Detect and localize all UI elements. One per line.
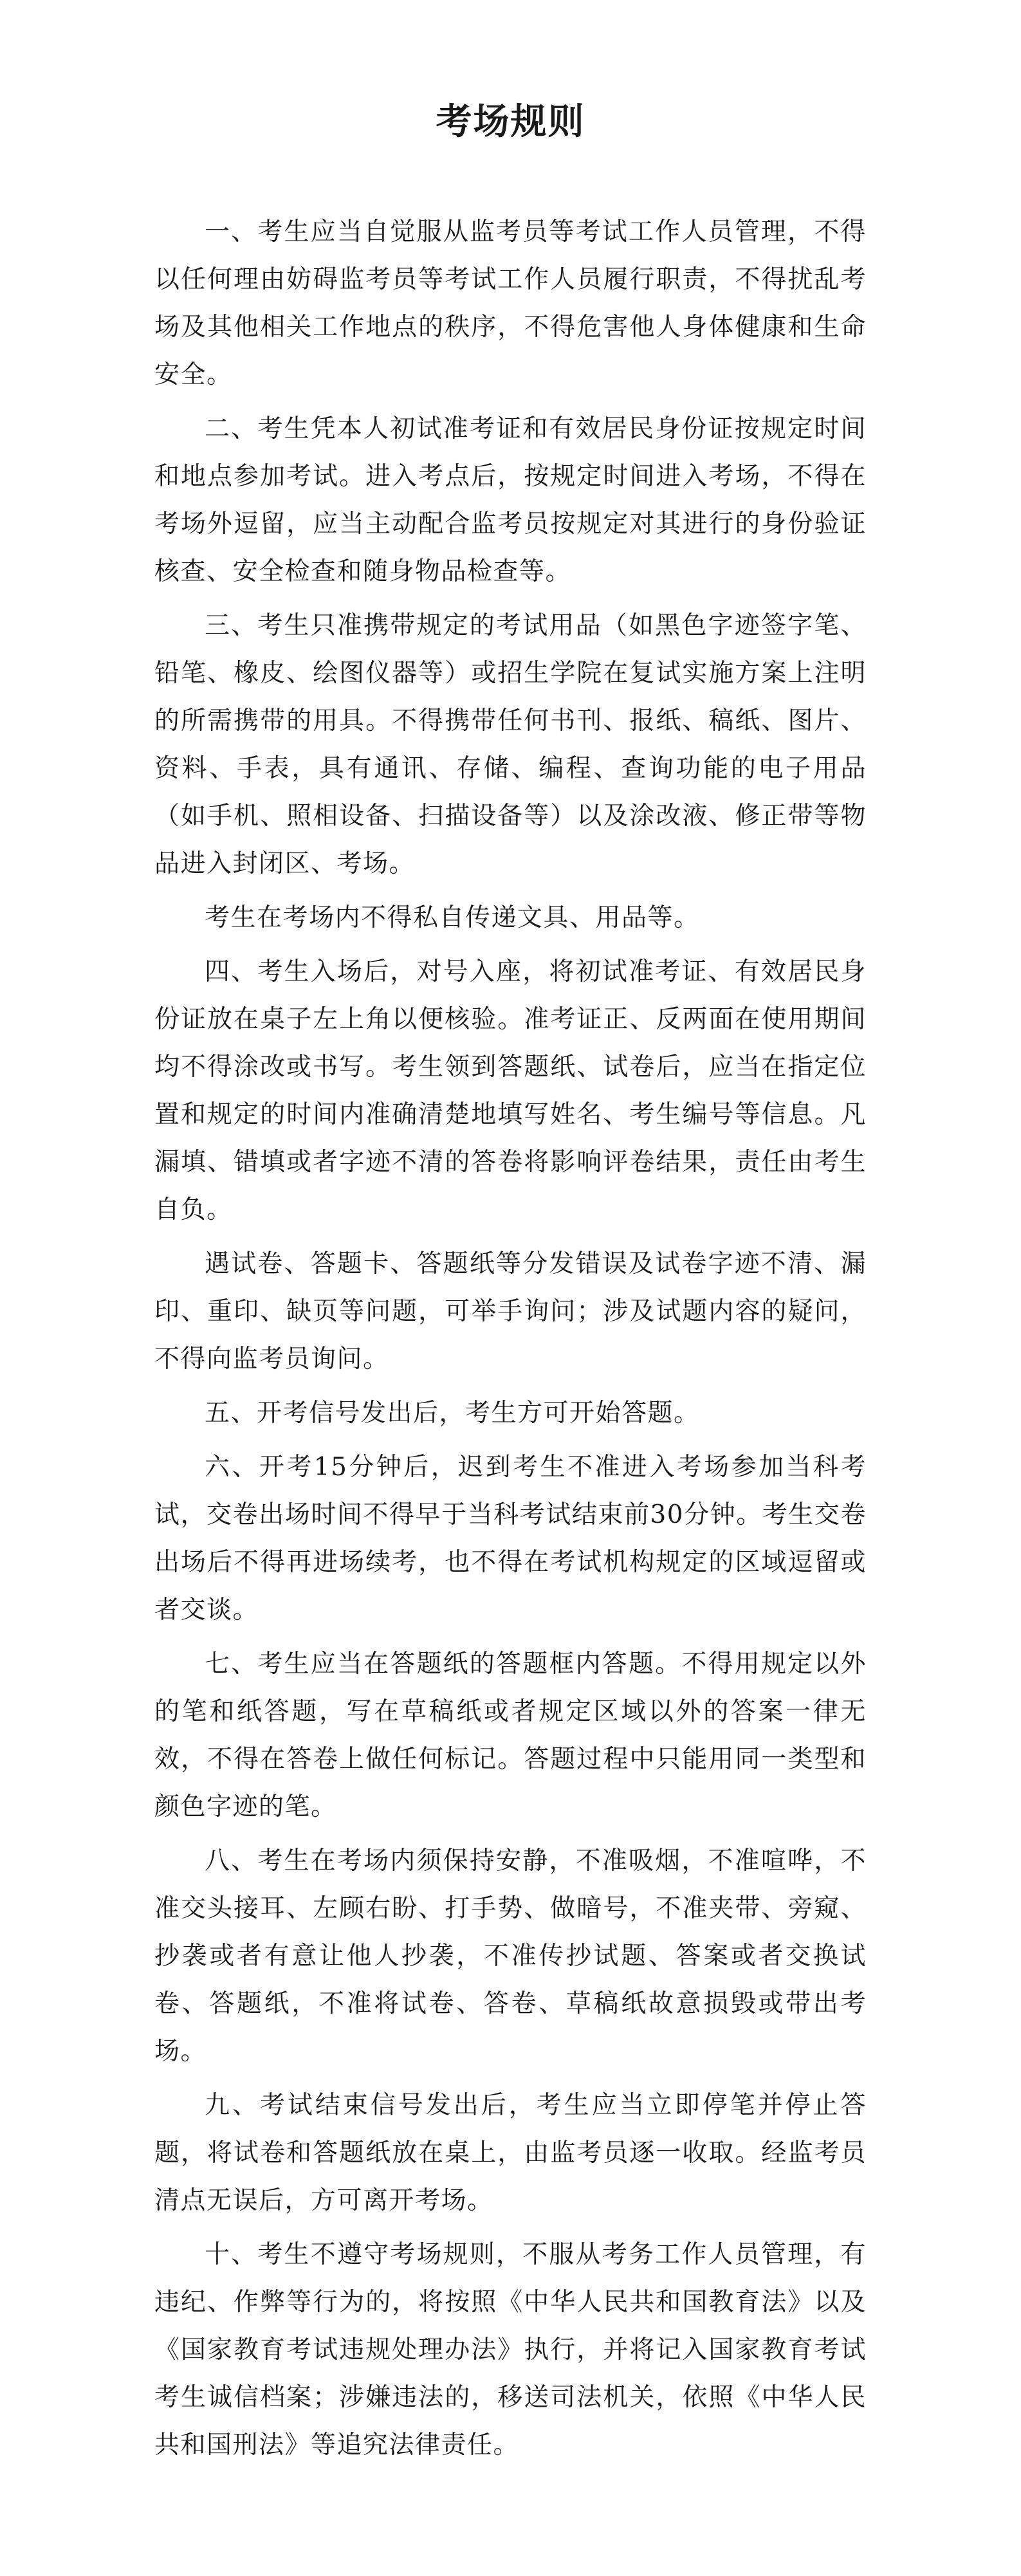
- rule-5-paragraph: 五、开考信号发出后，考生方可开始答题。: [205, 1399, 700, 1428]
- rule-4-note-paragraph: 遇试卷、答题卡、答题纸等分发错误及试卷字迹不清、漏印、重印、缺页等问题，可举手询问；涉及试题内容的疑问，不得向监考员询问。: [154, 1249, 867, 1374]
- rule-10-paragraph: 十、考生不遵守考场规则，不服从考务工作人员管理，有违纪、作弊等行为的，将按照《中华人民共和国教育法》以及《国家教育考试违规处理办法》执行，并将记入国家教育考试考生诚信档案；涉嫌违法的，移送司法机关，依照《中华人民共和国刑法》等追究法律责任。: [154, 2240, 867, 2460]
- rule-7-paragraph: 七、考生应当在答题纸的答题框内答题。不得用规定以外的笔和纸答题，写在草稿纸或者规定区域以外的答案一律无效，不得在答卷上做任何标记。答题过程中只能用同一类型和颜色字迹的笔。: [154, 1650, 867, 1821]
- document-title: 考场规则: [436, 101, 585, 143]
- rule-2-paragraph: 二、考生凭本人初试准考证和有效居民身份证按规定时间和地点参加考试。进入考点后，按规定时间进入考场，不得在考场外逗留，应当主动配合监考员按规定对其进行的身份验证核查、安全检查和随身物品检查等。: [154, 414, 867, 586]
- rule-6-paragraph: 六、开考15分钟后，迟到考生不准进入考场参加当科考试，交卷出场时间不得早于当科考试结束前30分钟。考生交卷出场后不得再进场续考，也不得在考试机构规定的区域逗留或者交谈。: [154, 1453, 867, 1624]
- rule-3-note-paragraph: 考生在考场内不得私自传递文具、用品等。: [205, 903, 700, 932]
- rule-3-paragraph: 三、考生只准携带规定的考试用品（如黑色字迹签字笔、铅笔、橡皮、绘图仪器等）或招生学院在复试实施方案上注明的所需携带的用具。不得携带任何书刊、报纸、稿纸、图片、资料、手表，具有通讯、存储、编程、查询功能的电子用品（如手机、照相设备、扫描设备等）以及涂改液、修正带等物品进入封闭区、考场。: [154, 611, 867, 878]
- rule-9-paragraph: 九、考试结束信号发出后，考生应当立即停笔并停止答题，将试卷和答题纸放在桌上，由监考员逐一收取。经监考员清点无误后，方可离开考场。: [154, 2091, 867, 2215]
- rule-8-paragraph: 八、考生在考场内须保持安静，不准吸烟，不准喧哗，不准交头接耳、左顾右盼、打手势、做暗号，不准夹带、旁窥、抄袭或者有意让他人抄袭，不准传抄试题、答案或者交换试卷、答题纸，不准将试卷、答卷、草稿纸故意损毁或带出考场。: [154, 1846, 867, 2066]
- rule-1-paragraph: 一、考生应当自觉服从监考员等考试工作人员管理，不得以任何理由妨碍监考员等考试工作人员履行职责，不得扰乱考场及其他相关工作地点的秩序，不得危害他人身体健康和生命安全。: [154, 217, 867, 389]
- rule-4-paragraph: 四、考生入场后，对号入座，将初试准考证、有效居民身份证放在桌子左上角以便核验。准考证正、反两面在使用期间均不得涂改或书写。考生领到答题纸、试卷后，应当在指定位置和规定的时间内准确清楚地填写姓名、考生编号等信息。凡漏填、错填或者字迹不清的答卷将影响评卷结果，责任由考生自负。: [154, 957, 867, 1224]
